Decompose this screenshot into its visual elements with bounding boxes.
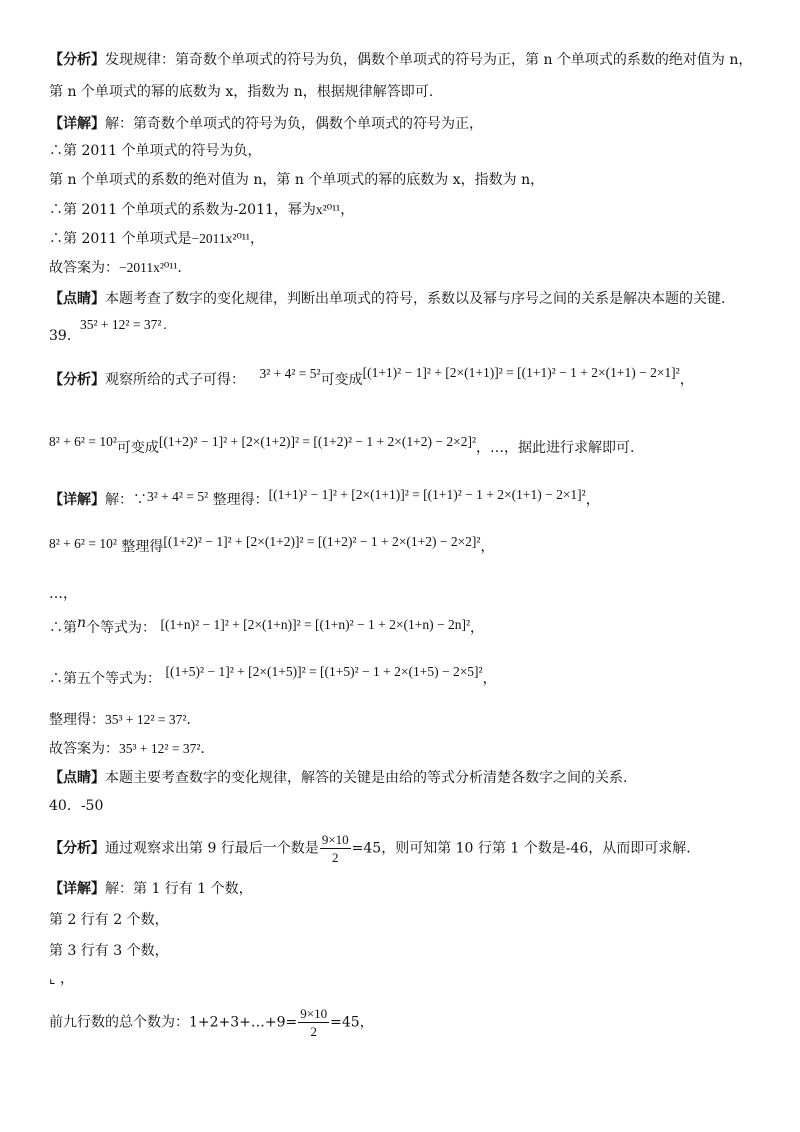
detail-39-line-1: 【详解】解：∵3² + 4² = 5² 整理得：[(1+1)² − 1]² + [2×(1+1)]² = [(1+1)² − 1 + 2×(1+1) − 2×1]²， — [49, 487, 600, 508]
detail-line-1: 【详解】解：第奇数个单项式的符号为负，偶数个单项式的符号为正， — [49, 116, 483, 132]
equation-3-4-5: 3² + 4² = 5² — [259, 366, 321, 381]
analysis-39-line-2: 8² + 6² = 10²可变成[(1+2)² − 1]² + [2×(1+2)]² = [(1+2)² − 1 + 2×(1+2) − 2×2]²，…，据此进行求解即可. — [49, 434, 635, 456]
answer-39-expression: 35³ + 12² = 37² — [119, 741, 201, 756]
analysis-line-2: 第 n 个单项式的幂的底数为 x，指数为 n，根据规律解答即可. — [49, 84, 434, 100]
detail-39-result: 整理得：35³ + 12² = 37². — [49, 712, 191, 728]
detail-39-line-2: 8² + 6² = 10² 整理得[(1+2)² − 1]² + [2×(1+2)]² = [(1+2)² − 1 + 2×(1+2) − 2×2]²， — [49, 534, 495, 555]
comment-line-38: 【点睛】本题考查了数字的变化规律，判断出单项式的符号，系数以及幂与序号之间的关系是解决本题的关键. — [49, 291, 726, 307]
detail-line-5: ∴第 2011 个单项式是−2011x²⁰¹¹， — [49, 231, 264, 247]
detail-40-line-4: ⌞ ， — [49, 971, 75, 987]
detail-line-3: 第 n 个单项式的系数的绝对值为 n，第 n 个单项式的幂的底数为 x，指数为 n， — [49, 172, 545, 188]
equation-8-6-10-detail: 8² + 6² = 10² — [49, 536, 117, 551]
detail-40-line-1: 【详解】解：第 1 行有 1 个数， — [49, 881, 253, 897]
detail-40-line-2: 第 2 行有 2 个数， — [49, 912, 169, 928]
monomial-expression: −2011x²⁰¹¹ — [191, 231, 250, 246]
analysis-40-line: 【分析】通过观察求出第 9 行最后一个数是 $\frac{9\times 10}{2}$ =45，则可知第 10 行第 1 个数是-46，从而即可求解. — [49, 832, 691, 865]
detail-line-2: ∴第 2011 个单项式的符号为负， — [49, 143, 262, 159]
answer-line-39: 故答案为：35³ + 12² = 37². — [49, 741, 205, 757]
answer-expression: −2011x²⁰¹¹ — [119, 260, 178, 275]
detail-label: 【详解】 — [49, 116, 105, 132]
detail-39-ellipsis: …， — [49, 586, 77, 602]
formula-1-detail: [(1+1)² − 1]² + [2×(1+1)]² = [(1+1)² − 1 + 2×(1+1) − 2×1]² — [268, 487, 586, 502]
answer-line-38: 故答案为：−2011x²⁰¹¹. — [49, 260, 182, 276]
formula-2-detail: [(1+2)² − 1]² + [2×(1+2)]² = [(1+2)² − 1 + 2×(1+2) − 2×2]² — [163, 534, 481, 549]
detail-40-line-3: 第 3 行有 3 个数， — [49, 943, 169, 959]
detail-39-nth: ∴第n个等式为： [(1+n)² − 1]² + [2×(1+n)]² = [(1+n)² − 1 + 2×(1+n) − 2n]²， — [49, 615, 485, 636]
power-expression: x²⁰¹¹ — [315, 202, 341, 217]
detail-40-line-5: 前九行数的总个数为：1+2+3+…+9= $\frac{9\times 10}{2}$ =45， — [49, 1006, 374, 1039]
detail-line-4: ∴第 2011 个单项式的系数为-2011，幂为x²⁰¹¹， — [49, 202, 355, 218]
fraction-9x10-over-2-b: $\frac{9\times 10}{2}$ — [300, 1006, 328, 1039]
equation-3-4-5-detail: 3² + 4² = 5² — [147, 489, 209, 504]
detail-39-fifth: ∴第五个等式为： [(1+5)² − 1]² + [2×(1+5)]² = [(1+5)² − 1 + 2×(1+5) − 2×5]²， — [49, 664, 497, 687]
question-40-number: 40．-50 — [49, 798, 104, 814]
question-39-answer: 35² + 12² = 37² . — [80, 317, 167, 332]
analysis-line-1: 【分析】发现规律：第奇数个单项式的符号为负，偶数个单项式的符号为正，第 n 个单项式的系数的绝对值为 n， — [49, 52, 753, 68]
fraction-9x10-over-2: $\frac{9\times 10}{2}$ — [321, 832, 349, 865]
analysis-label: 【分析】 — [49, 52, 105, 68]
formula-n: [(1+n)² − 1]² + [2×(1+n)]² = [(1+n)² − 1 + 2×(1+n) − 2n]² — [160, 617, 471, 632]
question-39-number: 39． — [49, 328, 81, 344]
formula-1: [(1+1)² − 1]² + [2×(1+1)]² = [(1+1)² − 1 + 2×(1+1) − 2×1]² — [362, 365, 680, 380]
comment-line-39: 【点睛】本题主要考查数字的变化规律，解答的关键是由给的等式分析清楚各数字之间的关系. — [49, 770, 628, 786]
formula-2: [(1+2)² − 1]² + [2×(1+2)]² = [(1+2)² − 1 + 2×(1+2) − 2×2]² — [158, 434, 477, 449]
formula-5: [(1+5)² − 1]² + [2×(1+5)]² = [(1+5)² − 1 + 2×(1+5) − 2×5]² — [165, 664, 483, 679]
analysis-39-line-1: 【分析】观察所给的式子可得： 3² + 4² = 5²可变成[(1+1)² − 1]² + [2×(1+1)]² = [(1+1)² − 1 + 2×(1+1) − 2×1]²， — [49, 365, 694, 388]
comment-label: 【点睛】 — [49, 291, 105, 307]
result-expression: 35³ + 12² = 37² — [105, 712, 187, 727]
equation-8-6-10: 8² + 6² = 10² — [49, 434, 117, 449]
